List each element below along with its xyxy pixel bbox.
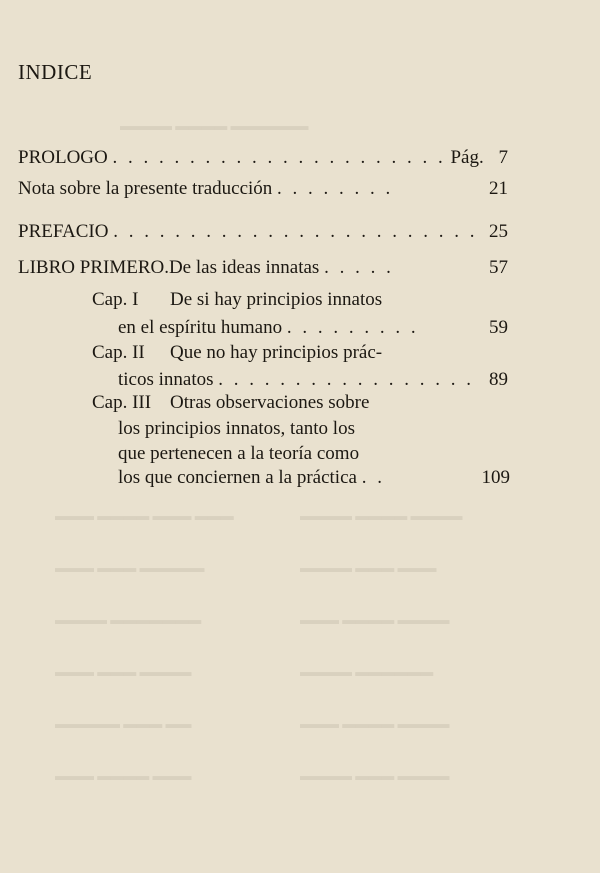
chapter-title-line: ticos innatos (118, 369, 214, 390)
chapter-3-line-4 (118, 467, 385, 489)
chapter-3-line-3 (118, 443, 359, 465)
chapter-title-line: De si hay principios innatos (170, 289, 383, 310)
chapter-3-line-2 (118, 418, 355, 440)
index-heading: INDICE (18, 60, 93, 84)
chapter-title-line: que pertenecen a la teoría como (118, 443, 360, 464)
toc-leader-dots: . . . . . (324, 257, 394, 278)
toc-entry-label: Nota sobre la presente traducción (18, 178, 273, 199)
bleed-through-text: ▬▬▬▬ ▬▬▬▬ ▬▬▬▬ (300, 508, 463, 523)
bleed-through-text: ▬▬▬ ▬▬▬▬ ▬▬▬▬ (300, 716, 450, 731)
chapter-2-line-2 (118, 369, 474, 391)
toc-entry-label: PROLOGO (18, 147, 108, 168)
toc-leader-dots: . . (361, 467, 385, 488)
bleed-through-text: ▬▬▬ ▬▬▬ ▬▬▬▬ (55, 664, 192, 679)
toc-leader-dots: . . . . . . . . . (286, 317, 419, 338)
bleed-through-text: ▬▬▬▬ ▬▬▬▬ ▬▬▬▬▬▬ (120, 118, 309, 133)
bleed-through-text: ▬▬▬▬ ▬▬▬▬▬▬ (300, 664, 434, 679)
chapter-2-line-1 (92, 342, 382, 364)
chapter-title-line: en el espíritu humano (118, 317, 283, 338)
chapter-number: Cap. I (92, 289, 139, 310)
bleed-through-text: ▬▬▬ ▬▬▬ ▬▬▬▬▬ (55, 560, 205, 575)
bleed-through-text: ▬▬▬▬ ▬▬▬ ▬▬▬ (300, 560, 437, 575)
pag-label: Pág. (450, 147, 484, 168)
toc-page-number: 59 (489, 317, 508, 338)
chapter-title-line: Otras observaciones sobre (170, 392, 370, 413)
bleed-through-text: ▬▬▬▬▬ ▬▬▬ ▬▬ (55, 716, 192, 731)
toc-leader-dots: . . . . . . . . . . . . . . . . . . . . . . . . (113, 221, 478, 242)
chapter-1-line-2 (118, 317, 419, 339)
bleed-through-text: ▬▬▬ ▬▬▬▬ ▬▬▬ ▬▬▬ (55, 508, 234, 523)
toc-entry-prologo (18, 147, 484, 169)
chapter-1-line-1 (92, 289, 382, 311)
bleed-through-text: ▬▬▬▬ ▬▬▬ ▬▬▬▬ (300, 768, 450, 783)
bleed-through-text: ▬▬▬ ▬▬▬▬ ▬▬▬▬ (300, 612, 450, 627)
toc-entry-prefacio (18, 221, 477, 243)
chapter-title-line: los principios innatos, tanto los (118, 418, 355, 439)
chapter-title-line: Que no hay principios prác- (170, 342, 383, 363)
bleed-through-text: ▬▬▬▬ ▬▬▬▬▬▬▬ (55, 612, 202, 627)
chapter-number: Cap. III (92, 392, 152, 413)
chapter-title-line: los que conciernen a la práctica (118, 467, 357, 488)
toc-leader-dots: . . . . . . . . (277, 178, 394, 199)
toc-entry-label: LIBRO PRIMERO.De las ideas innatas (18, 257, 320, 278)
toc-page-number: 25 (489, 221, 508, 242)
bleed-through-text: ▬▬▬ ▬▬▬▬ ▬▬▬ (55, 768, 192, 783)
toc-entry-libro-primero (18, 257, 394, 279)
toc-page-number: 21 (489, 178, 508, 199)
chapter-number: Cap. II (92, 342, 145, 363)
toc-page-number: 109 (481, 467, 510, 488)
toc-leader-dots: . . . . . . . . . . . . . . . . . . . . . . (112, 147, 446, 168)
toc-entry-nota (18, 178, 393, 200)
toc-page-number: 7 (498, 147, 508, 168)
chapter-3-line-1 (92, 392, 369, 414)
toc-page-number: 89 (489, 369, 508, 390)
toc-page-number: 57 (489, 257, 508, 278)
toc-entry-label: PREFACIO (18, 221, 109, 242)
toc-leader-dots: . . . . . . . . . . . . . . . . . (218, 369, 475, 390)
